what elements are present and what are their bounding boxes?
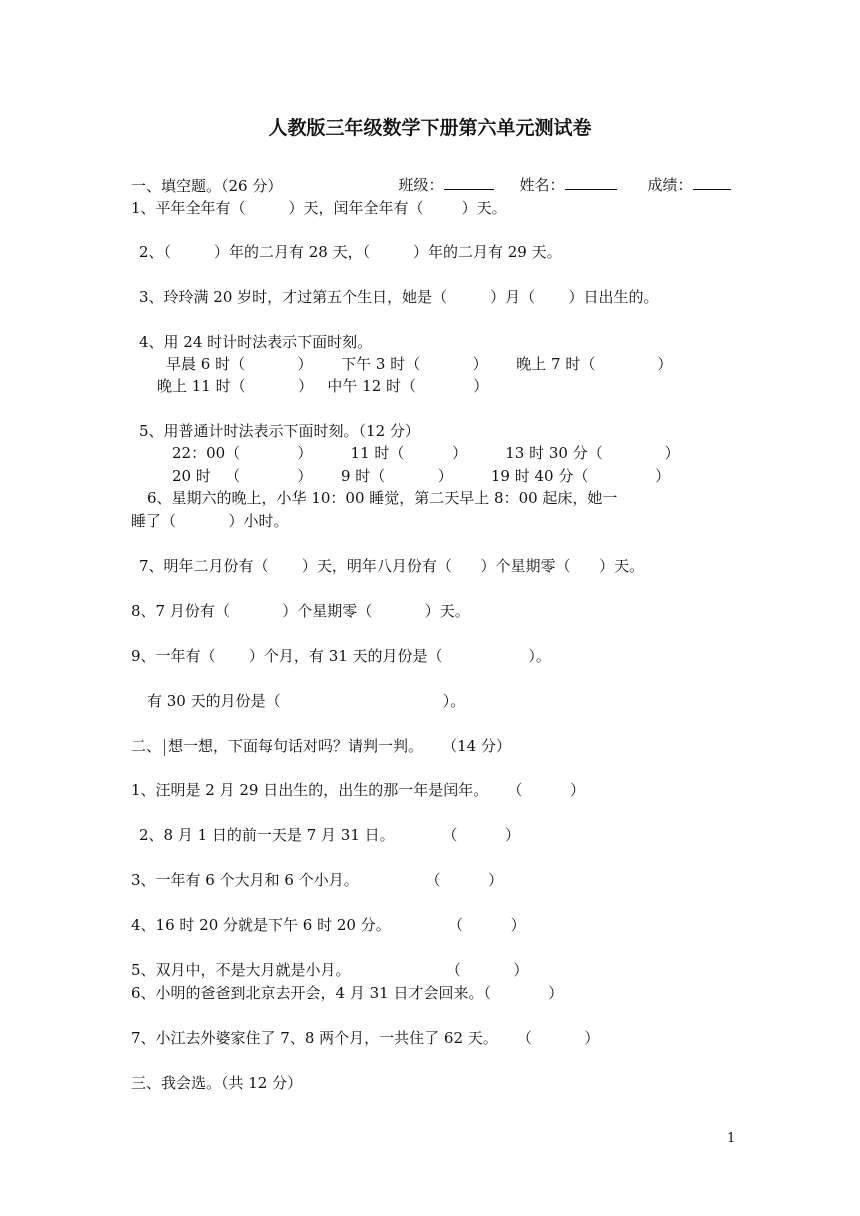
section-2-prefix: 二、: [131, 737, 162, 755]
section-2-text: 想一想，下面每句话对吗？请判一判。 （14 分）: [168, 737, 511, 755]
name-label: 姓名：: [519, 176, 565, 194]
name-field: [510, 153, 617, 195]
score-label: 成绩：: [647, 176, 693, 194]
text-cursor: [164, 739, 165, 756]
question-8: 8、7 月份有（ ）个星期零（ ）天。: [131, 602, 470, 620]
question-5-row-2: 20 时 （ ） 9 时（ ） 19 时 40 分（ ）: [172, 467, 671, 485]
question-2: 2、（ ）年的二月有 28 天，（ ）年的二月有 29 天。: [139, 243, 562, 261]
judge-6: 6、小明的爸爸到北京去开会，4 月 31 日才会回来。（ ）: [131, 984, 564, 1002]
section-3-heading: 三、我会选。（共 12 分）: [131, 1074, 303, 1092]
question-7: 7、明年二月份有（ ）天，明年八月份有（ ）个星期零（ ）天。: [139, 557, 645, 575]
question-4-row-2: 晚上 11 时（ ） 中午 12 时（ ）: [157, 377, 489, 395]
class-label: 班级：: [398, 176, 444, 194]
score-field: [638, 153, 731, 195]
page-number: 1: [727, 1131, 736, 1146]
judge-3: 3、一年有 6 个大月和 6 个小月。 （ ）: [131, 871, 504, 889]
class-blank[interactable]: [444, 173, 494, 190]
score-blank[interactable]: [693, 173, 731, 190]
judge-7: 7、小江去外婆家住了 7、8 两个月，一共住了 62 天。 （ ）: [131, 1029, 600, 1047]
question-5: 5、用普通计时法表示下面时刻。（12 分）: [139, 422, 420, 440]
question-5-row-1: 22：00（ ） 11 时（ ） 13 时 30 分（ ）: [172, 444, 680, 462]
question-1: 1、平年全年有（ ）天，闰年全年有（ ）天。: [131, 199, 507, 217]
section-2-heading: [131, 736, 511, 756]
class-field: [389, 153, 494, 195]
question-3: 3、玲玲满 20 岁时，才过第五个生日，她是（ ）月（ ）日出生的。: [139, 288, 659, 306]
question-4: 4、用 24 时计时法表示下面时刻。: [139, 333, 373, 351]
judge-5: 5、双月中，不是大月就是小月。 （ ）: [131, 961, 529, 979]
judge-1: 1、汪明是 2 月 29 日出生的，出生的那一年是闰年。 （ ）: [131, 781, 586, 799]
question-6: 6、星期六的晚上，小华 10：00 睡觉，第二天早上 8：00 起床，她一: [147, 489, 618, 507]
judge-2: 2、8 月 1 日的前一天是 7 月 31 日。 （ ）: [139, 826, 520, 844]
question-9: 9、一年有（ ）个月，有 31 天的月份是（ ）。: [131, 647, 551, 665]
name-blank[interactable]: [565, 173, 617, 190]
question-6-cont: 睡了（ ）小时。: [131, 512, 289, 530]
question-9-cont: 有 30 天的月份是（ ）。: [147, 692, 466, 710]
section-1-heading: 一、填空题。（26 分）: [131, 177, 283, 195]
question-4-row-1: 早晨 6 时（ ） 下午 3 时（ ） 晚上 7 时（ ）: [166, 355, 673, 373]
judge-4: 4、16 时 20 分就是下午 6 时 20 分。 （ ）: [131, 916, 526, 934]
page-title: 人教版三年级数学下册第六单元测试卷: [268, 117, 592, 139]
